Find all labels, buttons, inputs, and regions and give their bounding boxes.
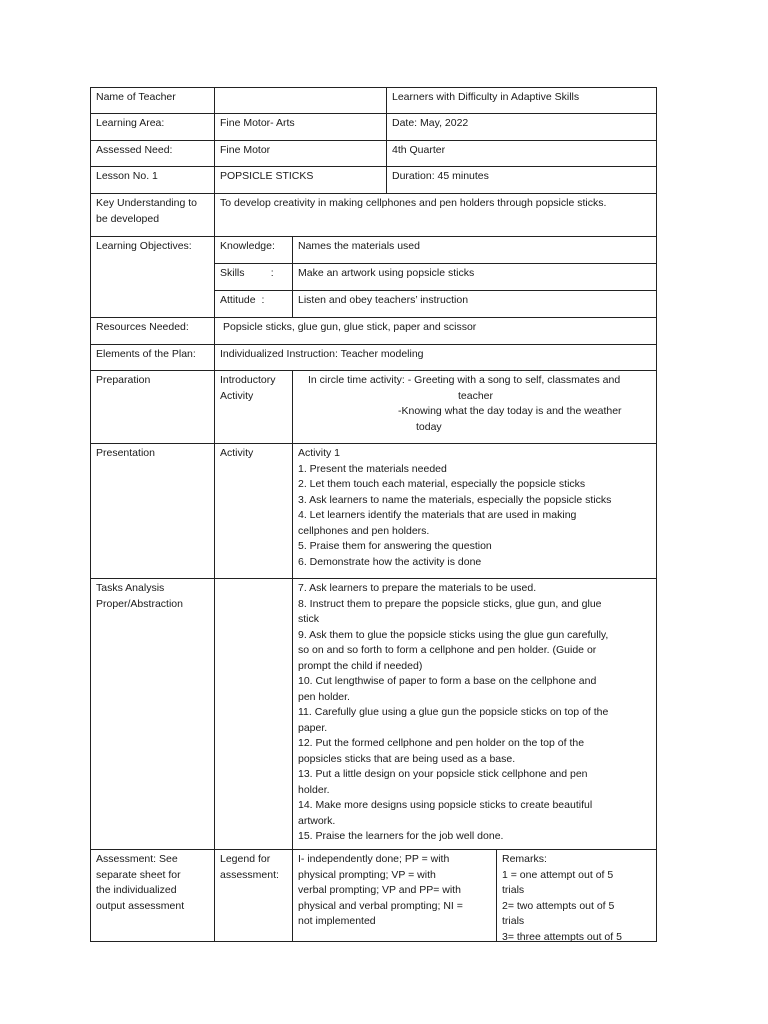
introductory-activity-label: Introductory Activity	[214, 370, 293, 444]
name-of-teacher-label: Name of Teacher	[90, 87, 215, 114]
knowledge-label: Knowledge:	[214, 236, 293, 264]
key-understanding-label: Key Understanding to be developed	[90, 193, 215, 237]
tasks-analysis-sub	[214, 578, 293, 850]
learning-area-label: Learning Area:	[90, 113, 215, 141]
date-cell: Date: May, 2022	[386, 113, 657, 141]
elements-value: Individualized Instruction: Teacher modeling	[214, 344, 657, 371]
tasks-analysis-content: 7. Ask learners to prepare the materials to be used. 8. Instruct them to prepare the popsicle sticks, glue gun, and glue stick 9. Ask them to glue the popsicle sticks using the glue gun carefully, so on and so forth to form a cellphone and pen holder. (Guide or prompt the child if needed) 10. Cut lengthwise of paper to form a base on the cellphone and pen holder. 11. Carefully glue using a glue gun the popsicle sticks on top of the paper. 12. Put the formed cellphone and pen holder on the top of the popsicles sticks that are being used as a base. 13. Put a little design on your popsicle stick cellphone and pen holder. 14. Make more designs using popsicle sticks to create beautiful artwork. 15. Praise the learners for the job well done.	[292, 578, 657, 850]
name-of-teacher-value	[214, 87, 387, 114]
preparation-label: Preparation	[90, 370, 215, 444]
remarks-text: Remarks: 1 = one attempt out of 5 trials 2= two attempts out of 5 trials 3= three attempts out of 5	[496, 849, 657, 942]
learning-area-value: Fine Motor- Arts	[214, 113, 387, 141]
quarter-cell: 4th Quarter	[386, 140, 657, 167]
lesson-title: POPSICLE STICKS	[214, 166, 387, 194]
preparation-content: In circle time activity: - Greeting with a song to self, classmates and teacher -Knowing what the day today is and the weather today	[292, 370, 657, 444]
lesson-number-label: Lesson No. 1	[90, 166, 215, 194]
resources-label: Resources Needed:	[90, 317, 215, 345]
attitude-value: Listen and obey teachers’ instruction	[292, 290, 657, 318]
presentation-content: Activity 1 1. Present the materials needed 2. Let them touch each material, especially the popsicle sticks 3. Ask learners to name the materials, especially the popsicle sticks 4. Let learners identify the materials that are used in making cellphones and pen holders. 5. Praise them for answering the question 6. Demonstrate how the activity is done	[292, 443, 657, 579]
presentation-label: Presentation	[90, 443, 215, 579]
skills-label: Skills :	[214, 263, 293, 291]
assessed-need-value: Fine Motor	[214, 140, 387, 167]
attitude-label: Attitude :	[214, 290, 293, 318]
assessment-label: Assessment: See separate sheet for the individualized output assessment	[90, 849, 215, 942]
legend-text: I- independently done; PP = with physical prompting; VP = with verbal prompting; VP and PP= with physical and verbal prompting; NI = not implemented	[292, 849, 497, 942]
knowledge-value: Names the materials used	[292, 236, 657, 264]
program-title: Learners with Difficulty in Adaptive Skills	[386, 87, 657, 114]
skills-value: Make an artwork using popsicle sticks	[292, 263, 657, 291]
duration-cell: Duration: 45 minutes	[386, 166, 657, 194]
activity-label: Activity	[214, 443, 293, 579]
assessed-need-label: Assessed Need:	[90, 140, 215, 167]
resources-value: Popsicle sticks, glue gun, glue stick, paper and scissor	[214, 317, 657, 345]
legend-label: Legend for assessment:	[214, 849, 293, 942]
key-understanding-value: To develop creativity in making cellphones and pen holders through popsicle sticks.	[214, 193, 657, 237]
elements-label: Elements of the Plan:	[90, 344, 215, 371]
learning-objectives-label: Learning Objectives:	[90, 236, 215, 318]
tasks-analysis-label: Tasks Analysis Proper/Abstraction	[90, 578, 215, 850]
